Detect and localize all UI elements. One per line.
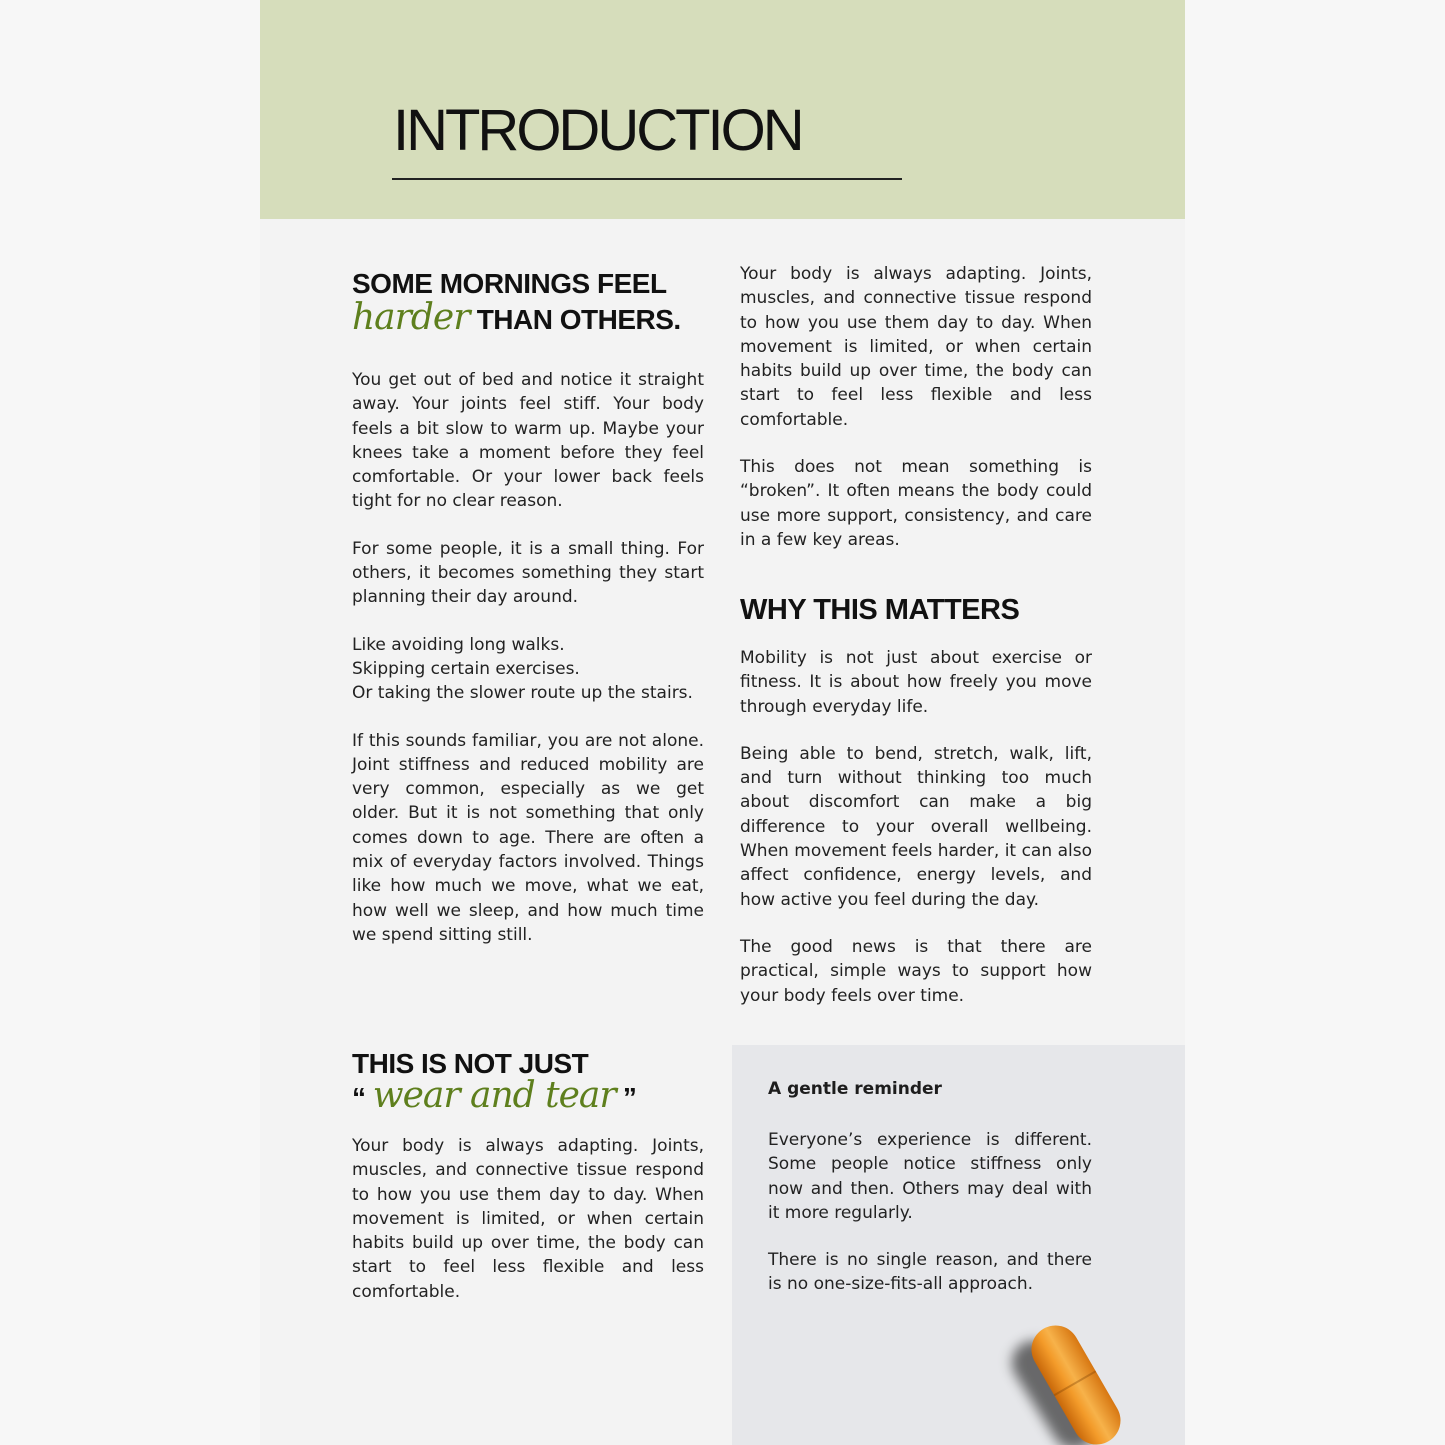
headline-script-word: harder: [352, 297, 470, 338]
open-quote: “: [352, 1082, 366, 1113]
paragraph: Mobility is not just about exercise or fitness. It is about how freely you move through everyday life.: [740, 648, 1092, 717]
wear-section-body: [352, 1134, 704, 1327]
list-paragraph: [352, 633, 704, 706]
reminder-title: A gentle reminder: [768, 1079, 942, 1099]
close-quote: ”: [622, 1082, 637, 1113]
headline-mornings: [352, 268, 681, 336]
why-section-body: [740, 646, 1092, 1031]
paragraph: There is no single reason, and there is no one-size-fits-all approach.: [768, 1250, 1092, 1295]
paragraph: For some people, it is a small thing. For others, it becomes something they start planning their day around.: [352, 538, 704, 608]
paragraph: You get out of bed and notice it straight away. Your joints feel stiff. Your body feels a bit slow to warm up. Maybe your knees take a moment before they feel comfortable. Or your lower back feels tight for no clear reason.: [352, 370, 704, 512]
header-band: [260, 0, 1185, 219]
paragraph: Being able to bend, stretch, walk, lift, and turn without thinking too much about discomfort can make a big difference to your overall wellbeing. When movement feels harder, it can also affect confidence, energy levels, and how active you feel during the day.: [740, 743, 1092, 910]
paragraph: Your body is always adapting. Joints, muscles, and connective tissue respond to how you use them day to day. When movement is limited, or when certain habits build up over time, the body can start to feel less flexible and less comfortable.: [740, 264, 1092, 430]
headline-line1: SOME MORNINGS FEEL: [352, 268, 667, 299]
left-column: [352, 368, 704, 970]
reminder-body: [768, 1128, 1092, 1320]
reminder-box: [732, 1045, 1185, 1445]
title-underline: [392, 178, 902, 180]
paragraph: If this sounds familiar, you are not alone. Joint stiffness and reduced mobility are very common, especially as we get older. But it is not something that only comes down to age. There are often a mix of everyday factors involved. Things like how much we move, what we eat, how well we sleep, and how much time we spend sitting still.: [352, 730, 704, 945]
list-line: Or taking the slower route up the stairs.: [352, 683, 693, 704]
headline2-script-phrase: wear and tear: [372, 1075, 616, 1116]
page: [260, 0, 1185, 1445]
headline-wear-and-tear: [352, 1048, 636, 1114]
why-heading: WHY THIS MATTERS: [740, 594, 1020, 626]
page-title: INTRODUCTION: [393, 98, 802, 163]
paragraph: Everyone’s experience is different. Some people notice stiffness only now and then. Others may deal with it more regularly.: [768, 1130, 1092, 1223]
paragraph: The good news is that there are practical, simple ways to support how your body feels over time.: [740, 936, 1092, 1006]
list-line: Like avoiding long walks.: [352, 634, 565, 655]
list-line: Skipping certain exercises.: [352, 658, 580, 679]
right-column: [740, 262, 1092, 575]
paragraph: Your body is always adapting. Joints, muscles, and connective tissue respond to how you use them day to day. When movement is limited, or when certain habits build up over time, the body can start to feel less flexible and less comfortable.: [352, 1136, 704, 1302]
paragraph: This does not mean something is “broken”. It often means the body could use more support, consistency, and care in a few key areas.: [740, 457, 1092, 550]
headline-line2: THAN OTHERS.: [476, 304, 681, 335]
headline2-line1: THIS IS NOT JUST: [352, 1048, 589, 1079]
